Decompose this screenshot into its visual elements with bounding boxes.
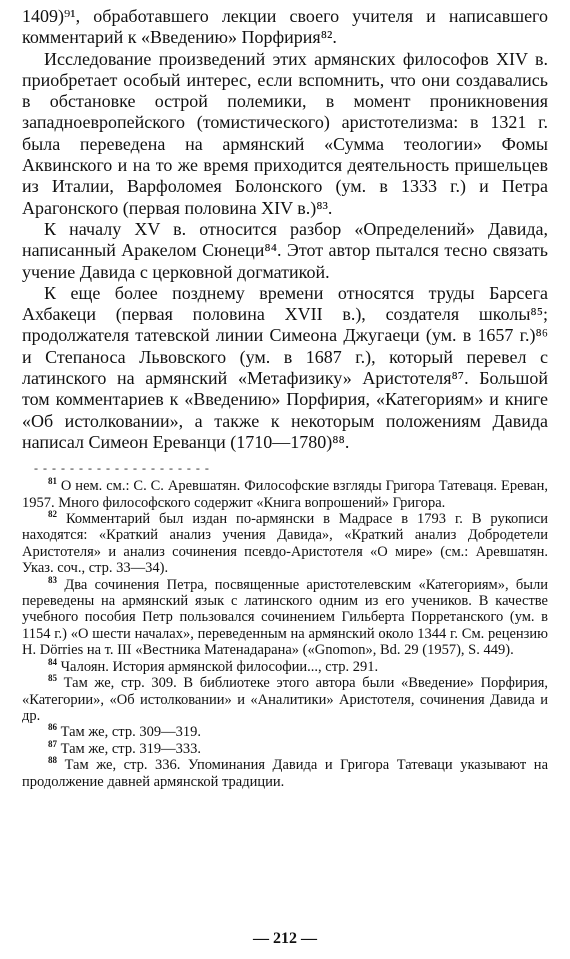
footnote-text: Там же, стр. 319—333. xyxy=(60,740,201,757)
footnote-text: Там же, стр. 309—319. xyxy=(60,724,201,741)
paragraph-4: К еще более позднему времени относятся труды Барсега Ахбакеци (первая половина XVII в.), создателя школы⁸⁵; продолжателя татевской линии Симеона Джугаеци (ум. в 1657 г.)⁸⁶ и Степаноса Львовского (ум. в 1687 г.), который перевел с латинского на армянский «Метафизику» Аристотеля⁸⁷. Большой том комментариев к «Введению» Порфирия, «Категориям» и книге «Об истолковании», а также к некоторым положениям Давида написал Симеон Ереванци (1710—1780)⁸⁸. xyxy=(22,282,548,452)
footnote-separator: - - - - - - - - - - - - - - - - - - - - xyxy=(34,461,210,476)
footnote-number: 81 xyxy=(48,476,57,487)
footnote-88 xyxy=(22,757,548,790)
footnote-number: 82 xyxy=(48,509,57,520)
footnote-83 xyxy=(22,574,549,659)
footnote-87 xyxy=(22,738,548,757)
footnote-number: 84 xyxy=(48,656,57,667)
footnote-82 xyxy=(22,511,548,577)
footnote-text: Там же, стр. 309. В библиотеке этого автора были «Введение» Порфирия, «Категории», «Об истолковании» и «Аналитики» Аристотеля, сочинения Давида и др. xyxy=(22,675,549,724)
footnote-text: Чалоян. История армянской философии..., стр. 291. xyxy=(60,658,379,675)
footnote-number: 88 xyxy=(48,755,57,766)
paragraph-3: К началу XV в. относится разбор «Определений» Давида, написанный Аракелом Сюнеци⁸⁴. Этот автор пытался тесно связать учение Давида с церковной догматикой. xyxy=(22,218,548,282)
footnote-text: О нем. см.: С. С. Аревшатян. Философские взгляды Григора Татеваця. Ереван, 1957. Много философского содержит «Книга вопрошений» Григора. xyxy=(22,478,548,511)
footnote-85 xyxy=(22,675,548,724)
page-number: — 212 — xyxy=(253,930,317,947)
main-text xyxy=(22,6,548,453)
footnote-number: 83 xyxy=(48,574,57,585)
footnote-text: Комментарий был издан по-армянски в Мадрасе в 1793 г. В рукописи находятся: «Краткий анализ учения Давида», «Краткий анализ Добродетели Аристотеля» и анализ сочинения псевдо-Аристотеля «О мире» (см.: Аревшатян. Указ. соч., стр. 33—34). xyxy=(22,511,549,577)
footnote-number: 85 xyxy=(48,673,57,684)
footnote-86 xyxy=(22,724,548,740)
footnote-81 xyxy=(22,478,548,511)
footnote-number: 87 xyxy=(48,738,57,749)
footnote-84 xyxy=(22,656,548,675)
footnote-text: Там же, стр. 336. Упоминания Давида и Григора Татеваци указывают на продолжение давней армянской традиции. xyxy=(22,757,549,790)
footnotes xyxy=(22,478,548,790)
footnote-text: Два сочинения Петра, посвященные аристотелевским «Категориям», были переведены на армянский язык с латинского одним из его учеников. В качестве учебного пособия Петр пользовался сочинением Гильберта Порретанского (ум. в 1154 г.) «О шести началах», переведенным на армянский около 1344 г. См. рецензию H. Dörries на т. III «Вестника Матенадарана» («Gnomon», Bd. 29 (1957), S. 449). xyxy=(22,576,549,659)
paragraph-2: Исследование произведений этих армянских философов XIV в. приобретает особый интерес, если вспомнить, что они создавались в обстановке острой полемики, в момент проникновения западноевропейского (томистического) аристотелизма: в 1321 г. была переведена на армянский «Сумма теологии» Фомы Аквинского и на то же время приходится деятельность пришельцев из Италии, Варфоломея Болонского (ум. в 1333 г.) и Петра Арагонского (первая половина XIV в.)⁸³. xyxy=(22,48,548,218)
paragraph-1: 1409)⁹¹, обработавшего лекции своего учителя и написавшего комментарий к «Введению» Порфирия⁸². xyxy=(22,6,548,48)
footnote-number: 86 xyxy=(48,722,57,733)
